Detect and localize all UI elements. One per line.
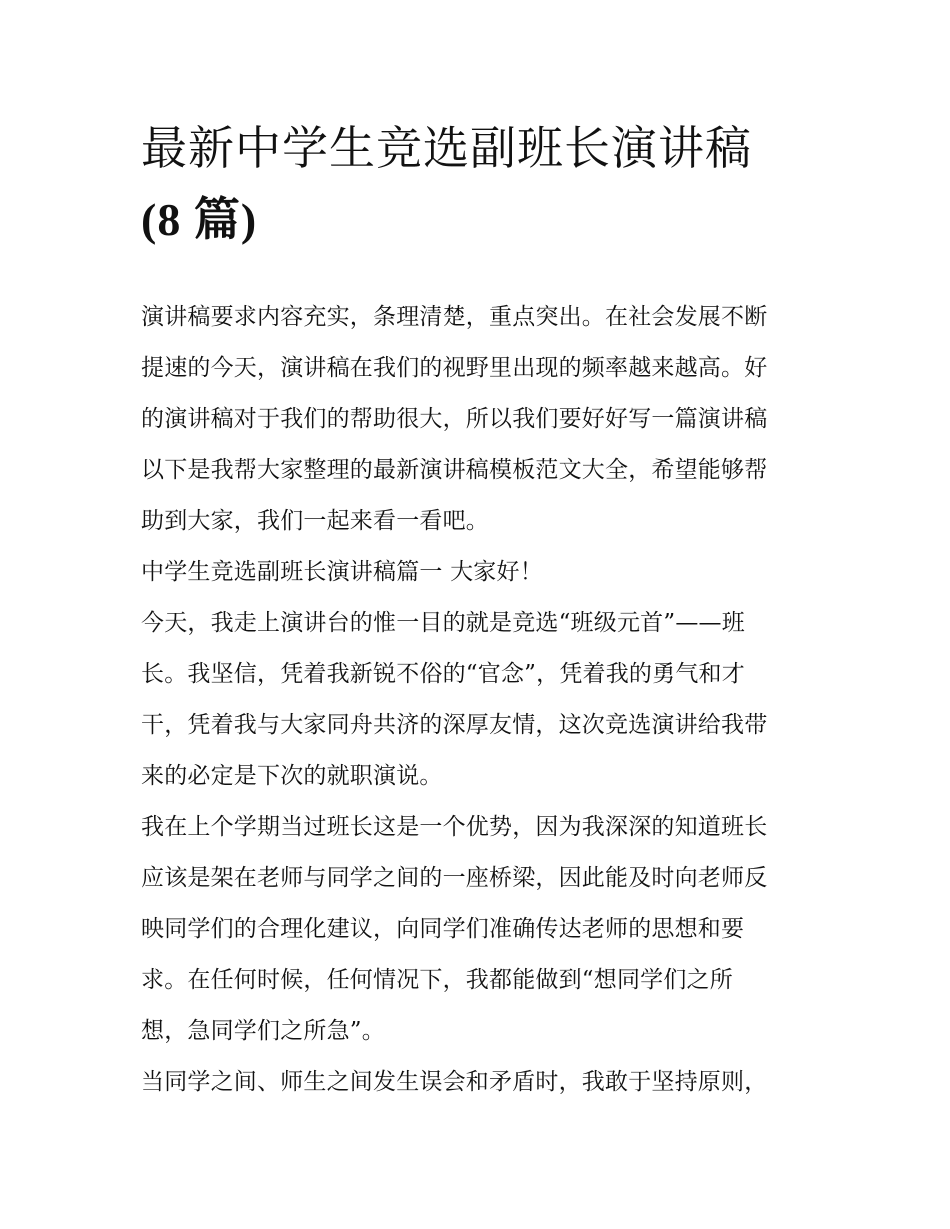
text-line: 想，急同学们之所急”。 <box>141 1018 385 1044</box>
text-line: 的演讲稿对于我们的帮助很大，所以我们要好好写一篇演讲稿 <box>141 406 768 432</box>
text-line: 当同学之间、师生之间发生误会和矛盾时，我敢于坚持原则， <box>141 1069 768 1095</box>
title-line: 最新中学生竞选副班长演讲稿 <box>141 121 752 175</box>
text-line: 提速的今天，演讲稿在我们的视野里出现的频率越来越高。好 <box>141 355 768 381</box>
text-line: 干，凭着我与大家同舟共济的深厚友情，这次竞选演讲给我带 <box>141 712 768 738</box>
text-line: 长。我坚信，凭着我新锐不俗的“官念”，凭着我的勇气和才 <box>141 661 745 687</box>
text-line: 助到大家，我们一起来看一看吧。 <box>141 508 489 534</box>
text-line: 今天，我走上演讲台的惟一目的就是竞选“班级元首”——班 <box>141 610 745 636</box>
title-line: (8 篇) <box>141 194 258 245</box>
text-line: 映同学们的合理化建议，向同学们准确传达老师的思想和要 <box>141 916 745 942</box>
document-body <box>141 112 813 1108</box>
text-line: 求。在任何时候，任何情况下，我都能做到“想同学们之所 <box>141 967 733 993</box>
body-paragraph <box>141 1057 813 1108</box>
text-line: 我在上个学期当过班长这是一个优势，因为我深深的知道班长 <box>141 814 768 840</box>
text-line: 来的必定是下次的就职演说。 <box>141 763 443 789</box>
intro-paragraph <box>141 292 813 547</box>
section-heading-paragraph <box>141 547 813 598</box>
document-title <box>141 112 813 256</box>
text-line: 应该是架在老师与同学之间的一座桥梁，因此能及时向老师反 <box>141 865 768 891</box>
text-line: 中学生竞选副班长演讲稿篇一 大家好！ <box>141 559 543 585</box>
body-paragraph <box>141 598 813 802</box>
text-line: 以下是我帮大家整理的最新演讲稿模板范文大全，希望能够帮 <box>141 457 768 483</box>
body-paragraph <box>141 802 813 1057</box>
text-line: 演讲稿要求内容充实，条理清楚，重点突出。在社会发展不断 <box>141 304 768 330</box>
